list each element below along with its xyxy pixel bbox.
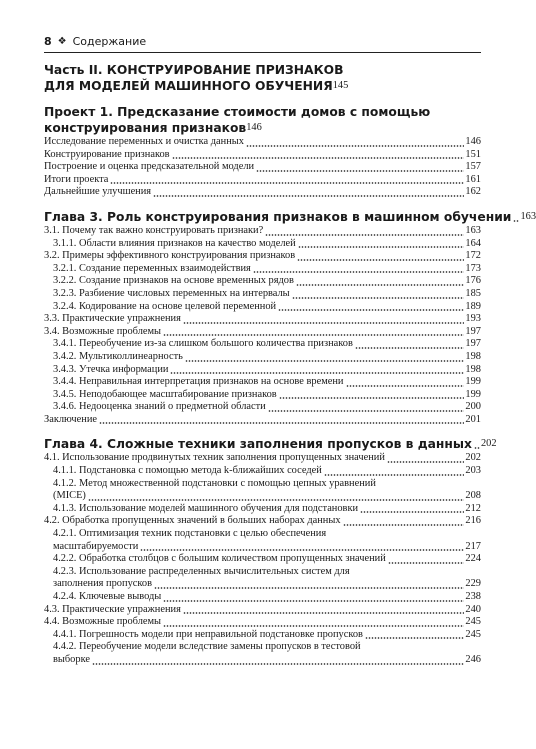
toc-chapter-heading: Глава 4. Сложные техники заполнения пропусков в данных 202: [44, 437, 497, 452]
toc-subentry: 3.4.3. Утечка информации 198: [53, 363, 481, 375]
toc-entry: Исследование переменных и очистка данных 146: [44, 136, 481, 147]
toc-subentry: 3.4.1. Переобучение из-за слишком большого количества признаков 197: [53, 338, 481, 350]
toc-entry: 3.2. Примеры эффективного конструирования признаков 172: [44, 250, 481, 262]
toc-entry: 3.1. Почему так важно конструировать признаки? 163: [44, 224, 481, 236]
toc-subentry: 3.2.1. Создание переменных взаимодействия 173: [53, 262, 481, 274]
toc-subentry: 3.4.4. Неправильная интерпретация признаков на основе времени 199: [53, 376, 481, 388]
toc-subentry: 4.2.1. Оптимизация техник подстановки с целью обеспечения масштабируемости 217: [53, 528, 481, 552]
toc-entry: Конструирование признаков 151: [44, 148, 481, 160]
toc-entry: 4.3. Практические упражнения 240: [44, 603, 481, 615]
toc-subentry: 4.4.2. Переобучение модели вследствие замены пропусков в тестовой выборке 246: [53, 641, 481, 665]
toc-part-heading: Часть II. КОНСТРУИРОВАНИЕ ПРИЗНАКОВ ДЛЯ МОДЕЛЕЙ МАШИННОГО ОБУЧЕНИЯ 145: [44, 63, 349, 93]
toc-entry: 4.2. Обработка пропущенных значений в больших наборах данных 216: [44, 515, 481, 527]
toc-subentry: 4.1.3. Использование моделей машинного обучения для подстановки 212: [53, 502, 481, 514]
running-header: [44, 33, 479, 49]
toc-entry: Построение и оценка предсказательной модели 157: [44, 161, 481, 173]
toc-subentry: 4.2.2. Обработка столбцов с большим количеством пропущенных значений 224: [53, 553, 481, 565]
toc-subentry: 3.1.1. Области влияния признаков на качество моделей 164: [53, 237, 481, 249]
table-of-contents: [44, 62, 536, 667]
toc-entry: 4.4. Возможные проблемы 245: [44, 616, 481, 628]
toc-subentry: 4.1.2. Метод множественной подстановки с помощью цепных уравнений (MICE) 208: [53, 477, 481, 502]
toc-entry: 3.3. Практические упражнения 193: [44, 313, 481, 325]
toc-entry: Заключение 201: [44, 413, 481, 425]
toc-subentry: 3.2.2. Создание признаков на основе временных рядов 176: [53, 275, 481, 287]
header-divider: [44, 52, 481, 53]
toc-subentry: 3.4.5. Неподобающее масштабирование признаков 199: [53, 388, 481, 400]
toc-subentry: 3.2.3. Разбиение числовых переменных на интервалы 185: [53, 287, 481, 299]
page-number: 8: [44, 34, 52, 48]
toc-entry: 4.1. Использование продвинутых техник заполнения пропущенных значений 202: [44, 452, 481, 464]
toc-entry: 3.4. Возможные проблемы 197: [44, 325, 481, 337]
toc-entry: Дальнейшие улучшения 162: [44, 186, 481, 198]
toc-subentry: 4.2.3. Использование распределенных вычислительных систем для заполнения пропусков 229: [53, 565, 481, 590]
diamond-icon: ❖: [57, 35, 67, 47]
toc-subentry: 4.4.1. Погрешность модели при неправильной подстановке пропусков 245: [53, 628, 481, 640]
toc-project-heading: Проект 1. Предсказание стоимости домов с помощью конструирования признаков 146: [44, 105, 431, 135]
toc-chapter-heading: Глава 3. Роль конструирования признаков в машинном обучении 163: [44, 209, 536, 224]
toc-subentry: 3.4.2. Мультиколлинеарность 198: [53, 350, 481, 362]
toc-subentry: 3.2.4. Кодирование на основе целевой переменной 189: [53, 300, 481, 312]
toc-subentry: 4.2.4. Ключевые выводы 238: [53, 591, 481, 602]
toc-subentry: 4.1.1. Подстановка с помощью метода k-ближайших соседей 203: [53, 465, 481, 477]
toc-subentry: 3.4.6. Недооценка знаний о предметной области 200: [53, 401, 481, 413]
toc-entry: Итоги проекта 161: [44, 173, 481, 185]
header-title: Содержание: [72, 34, 147, 48]
